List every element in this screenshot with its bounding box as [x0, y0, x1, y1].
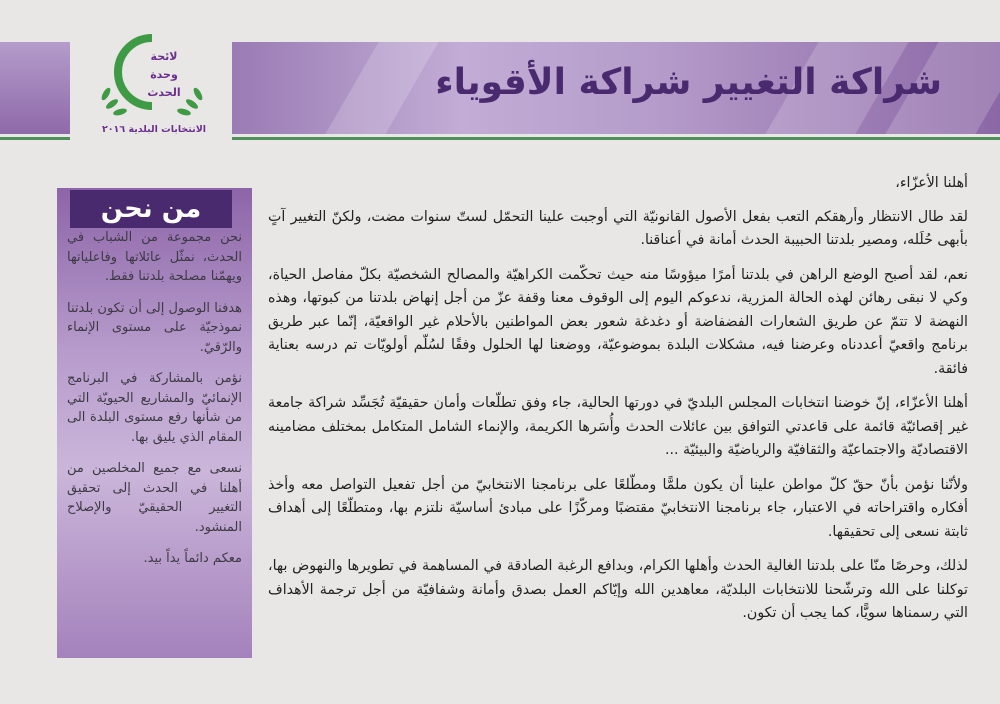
about-us-heading: من نحن — [70, 190, 232, 228]
banner-left-green-line — [0, 137, 70, 140]
page-title: شراكة التغيير شراكة الأقوياء — [435, 62, 942, 103]
about-paragraph: نسعى مع جميع المخلصين من أهلنا في الحدث إلى تحقيق التغيير الحقيقيّ والإصلاح المنشود. — [67, 461, 242, 535]
letter-paragraph: ولأنّنا نؤمن بأنّ حقّ كلّ مواطن علينا أن يكون ملمًّا ومطّلعًا على برنامجنا الانتخابيّ من أجل تفعيل التواصل معه وأخذ أفكاره واقتراحاته في الاعتبار، جاء برنامجنا الانتخابيّ مقتضبًا ومركّزًا على مبادئ أساسيّة نلتزم بها، ومتطلّعًا إلى أهداف ثابتة نسعى إلى تحقيقها. — [268, 476, 968, 540]
logo-line2: وحدة — [150, 68, 178, 81]
about-us-panel — [57, 188, 252, 658]
letter-body — [268, 172, 968, 637]
logo-line1: لائحة — [150, 50, 178, 63]
letter-paragraph: لذلك، وحرصًا منّا على بلدتنا الغالية الحدث وأهلها الكرام، وبدافع الرغبة الصادقة في المساهمة في تطويرها والنهوض بها، توكلنا على الله وترشّحنا للانتخابات البلديّة، معاهدين الله وإيّاكم العمل بصدق وأمانة وشفافيّة من أجل ترجمة الأهداف التي رسمناها سويًّا، كما يجب أن تكون. — [268, 558, 968, 621]
banner-green-line — [232, 137, 1000, 140]
letter-greeting: أهلنا الأعزّاء، — [895, 175, 968, 191]
campaign-logo — [92, 32, 222, 142]
letter-paragraph: لقد طال الانتظار وأرهقكم التعب بفعل الأصول القانونيّة التي أوجبت علينا التحمّل لستّ سنوات مضت، ولكنّ التغيير آتٍ بأبهى حُلَله، ومصير بلدتنا الحبيبة الحدث أمانة في أعناقنا. — [268, 208, 968, 248]
letter-paragraph: أهلنا الأعزّاء، إنّ خوضنا انتخابات المجلس البلديّ في دورتها الحالية، جاء وفق تطلّعات وأمان حقيقيّة تُجَسِّد شراكة جامعة غير إقصائيّة قائمة على قاعدتي التوافق بين عائلات الحدث وأُسَرها الكريمة، والإنماء الشامل المتكامل بمختلف مضامينه الاقتصاديّة والاجتماعيّة والثقافيّة والرياضيّة والبيئيّة ... — [268, 395, 968, 458]
about-signoff: معكم دائماً يداً بيد. — [143, 551, 242, 566]
banner-left-band — [0, 42, 70, 134]
about-paragraph: نؤمن بالمشاركة في البرنامج الإنمائيّ والمشاريع الحيويّة التي من شأنها رفع مستوى البلدة الى المقام الذي يليق بها. — [67, 371, 242, 445]
about-paragraph: هدفنا الوصول إلى أن تكون بلدتنا نموذجيّة على مستوى الإنماء والرّقيّ. — [67, 300, 242, 355]
logo-line3: الحدث — [147, 86, 181, 99]
logo-arc-text: الانتخابات البلدية ٢٠١٦ — [101, 124, 207, 135]
about-paragraph: نحن مجموعة من الشباب في الحدث، نمثّل عائلاتها وفاعلياتها ويهمّنا مصلحة بلدتنا فقط. — [67, 230, 242, 284]
letter-paragraph: نعم، لقد أصبح الوضع الراهن في بلدتنا أمرًا ميؤوسًا منه حيث تحكّمت الكراهيّة والمصالح الشخصيّة بكلّ مفاصل الحياة، وكي لا نبقى رهائن لهذه الحالة المزرية، ندعوكم اليوم إلى الوقوف معنا وقفة عزّ من أجل إنهاض بلدتنا من كبوتها، وهذه النهضة لا تتمّ عن طريق الشعارات الفضفاضة أو دغدغة شعور بعض المواطنين بالأحلام غير الواقعيّة، إنّما عبر طريق برنامج واقعيّ أعددناه وعرضنا فيه، مشكلات البلدة بموضوعيّة، ووضعنا لها الحلول وفقًا لسُلّم أولويّات تم درسه بعناية فائقة. — [268, 266, 968, 377]
